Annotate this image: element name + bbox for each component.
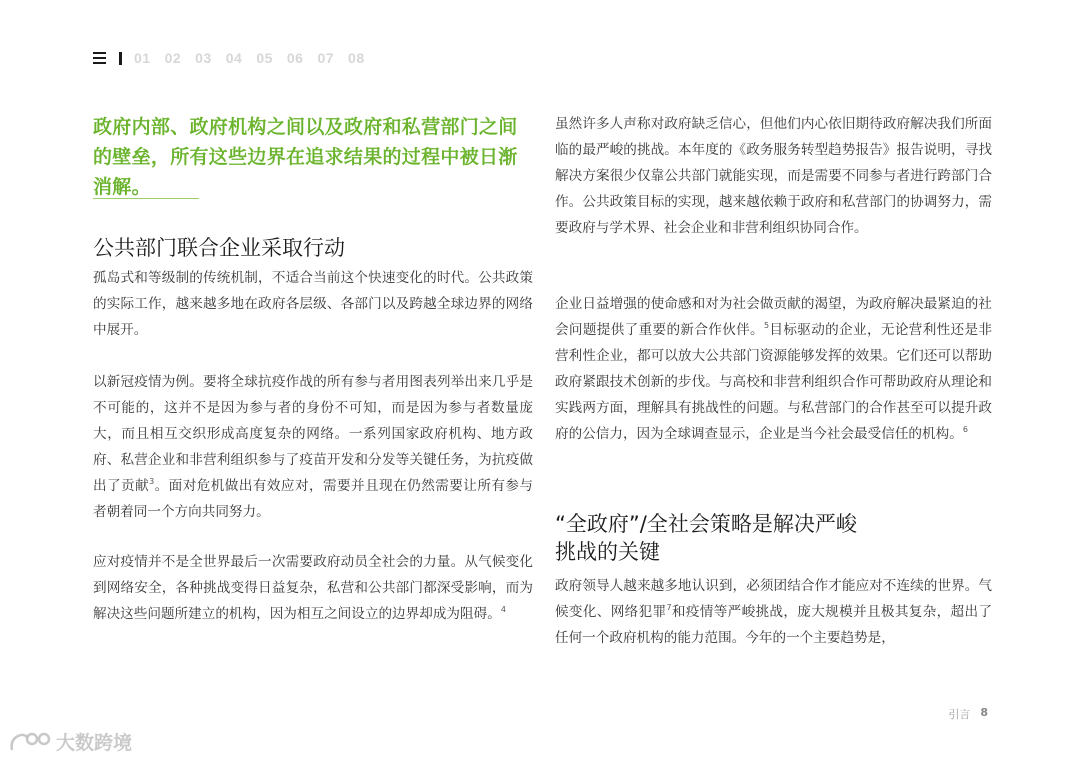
nav-item-03[interactable]: 03 — [195, 50, 212, 66]
nav-item-08[interactable]: 08 — [348, 50, 365, 66]
left-section-heading: 公共部门联合企业采取行动 — [93, 236, 345, 260]
footnote-ref-5[interactable]: 5 — [764, 321, 770, 330]
footnote-ref-7[interactable]: 7 — [666, 603, 672, 612]
pull-quote-underline — [93, 198, 199, 199]
pull-quote: 政府内部、政府机构之间以及政府和私营部门之间的壁垒，所有这些边界在追求结果的过程中被日渐消解。 — [93, 116, 518, 198]
page-footer — [948, 706, 988, 722]
nav-item-06[interactable]: 06 — [286, 50, 304, 66]
footnote-ref-4[interactable]: 4 — [500, 605, 506, 614]
right-paragraph-3 — [555, 573, 992, 651]
right-section-heading: “全政府”/全社会策略是解决严峻挑战的关键 — [555, 512, 857, 564]
current-section-marker — [119, 52, 122, 65]
left-paragraph-2-text-b: 。面对危机做出有效应对，需要并且现在仍然需要让所有参与者朝着同一个方向共同努力。 — [93, 478, 534, 520]
footnote-ref-6[interactable]: 6 — [962, 425, 968, 434]
watermark-logo-icon — [8, 730, 52, 754]
right-paragraph-2-text-a: 企业日益增强的使命感和对为社会做贡献的渴望，为政府解决最紧迫的社会问题提供了重要的新合作伙伴。 — [555, 296, 992, 338]
right-paragraph-1: 虽然许多人声称对政府缺乏信心，但他们内心依旧期待政府解决我们所面临的最严峻的挑战。本年度的《政务服务转型趋势报告》报告说明，寻找解决方案很少仅靠公共部门就能实现，而是需要不同参与者进行跨部门合作。公共政策目标的实现，越来越依赖于政府和私营部门的协调努力，需要政府与学术界、社会企业和非营利组织协同合作。 — [555, 116, 992, 236]
footnote-ref-3[interactable]: 3 — [149, 477, 155, 486]
right-paragraph-2 — [555, 291, 992, 447]
left-paragraph-3 — [93, 549, 533, 627]
right-paragraph-3-text-b: 和疫情等严峻挑战，庞大规模并且极其复杂，超出了任何一个政府机构的能力范围。今年的一个主要趋势是， — [555, 604, 993, 646]
left-paragraph-2-text-a: 以新冠疫情为例。要将全球抗疫作战的所有参与者用图表列举出来几乎是不可能的，这并不是因为参与者的身份不可知，而是因为参与者数量庞大，而且相互交织形成高度复杂的网络。一系列国家政府机构、地方政府、私营企业和非营利组织参与了疫苗开发和分发等关键任务，为抗疫做出了贡献 — [93, 374, 533, 494]
menu-icon[interactable] — [93, 52, 106, 64]
left-paragraph-3-text: 应对疫情并不是全世界最后一次需要政府动员全社会的力量。从气候变化到网络安全，各种挑战变得日益复杂，私营和公共部门都深受影响，而为解决这些问题所建立的机构，因为相互之间设立的边界却成为阻碍。 — [93, 554, 533, 622]
nav-item-05[interactable]: 05 — [256, 50, 273, 66]
left-paragraph-1: 孤岛式和等级制的传统机制，不适合当前这个快速变化的时代。公共政策的实际工作，越来越多地在政府各层级、各部门以及跨越全球边界的网络中展开。 — [93, 270, 533, 338]
right-paragraph-3-text-a: 政府领导人越来越多地认识到，必须团结合作才能应对不连续的世界。气候变化、网络犯罪 — [555, 578, 992, 620]
nav-item-07[interactable]: 07 — [317, 50, 335, 66]
footer-section-label: 引言 — [948, 708, 971, 721]
nav-item-04[interactable]: 04 — [225, 50, 243, 66]
watermark — [8, 728, 132, 755]
nav-item-02[interactable]: 02 — [164, 50, 182, 66]
watermark-text: 大数跨境 — [56, 732, 133, 754]
nav-item-01[interactable]: 01 — [134, 50, 151, 66]
section-nav — [93, 48, 379, 68]
left-paragraph-2 — [93, 369, 533, 525]
right-paragraph-2-text-b: 目标驱动的企业，无论营利性还是非营利性企业，都可以放大公共部门资源能够发挥的效果。它们还可以帮助政府紧跟技术创新的步伐。与高校和非营利组织合作可帮助政府从理论和实践两方面，理解具有挑战性的问题。与私营部门的合作甚至可以提升政府的公信力，因为全球调查显示，企业是当今社会最受信任的机构。 — [555, 322, 993, 442]
page-number: 8 — [980, 706, 988, 719]
